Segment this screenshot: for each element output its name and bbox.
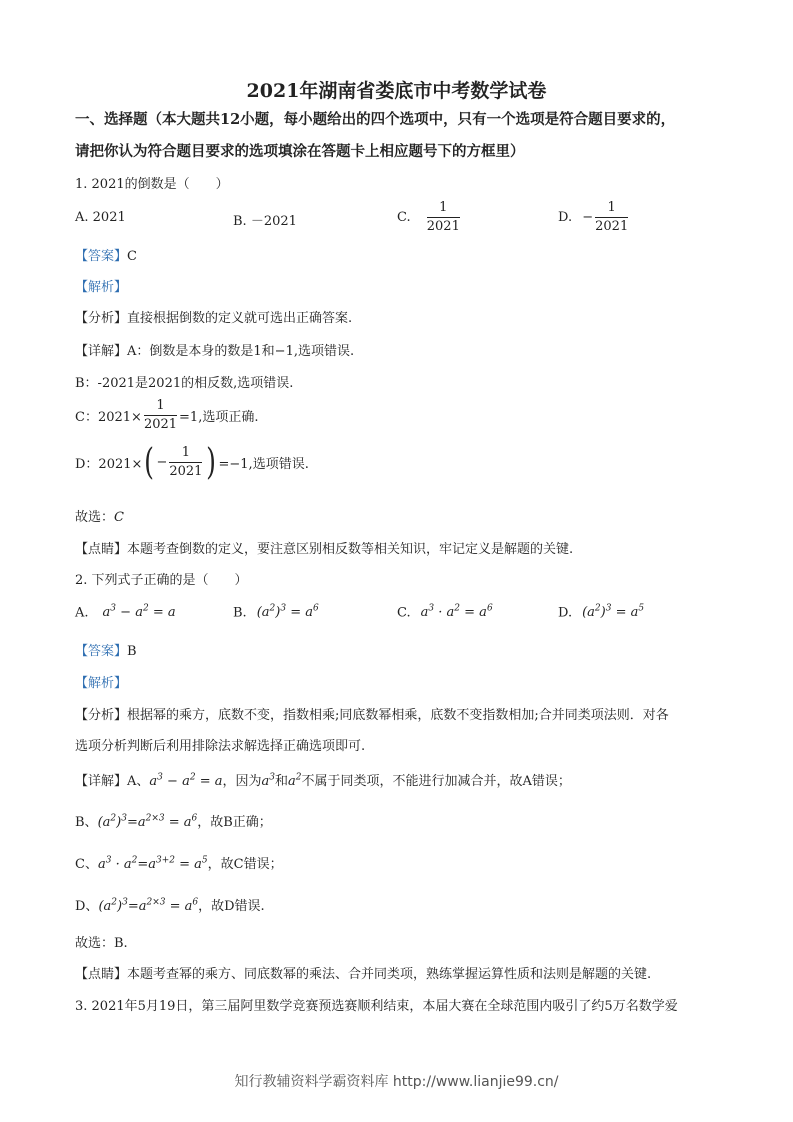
q2-detail-b: B、$(a^2)^3=a^{2\times 3} = a^6$，故B正确； xyxy=(75,813,272,830)
q1-detail-b: B：-2021是2021的相反数,选项错误. xyxy=(75,376,294,391)
q1-detail-d: D：2021×( − $\frac{1}{2021}$ ) =−1,选项错误. xyxy=(75,441,309,483)
q3-stem: 3. 2021年5月19日，第三届阿里数学竞赛预选赛顺利结束，本届大赛在全球范围内吸引了约5万名数学爱 xyxy=(75,999,678,1014)
q1-option-a: A. 2021 xyxy=(75,210,126,225)
q2-choose: 故选：B. xyxy=(75,936,128,951)
q1-analysis-label: 【解析】 xyxy=(75,280,128,295)
q2-option-b: B. $(a^2)^3 = a^6$ xyxy=(233,604,319,621)
q1-choose: 故选：C xyxy=(75,510,124,525)
section-heading-line1: 一、选择题（本大题共12小题，每小题给出的四个选项中，只有一个选项是符合题目要求的， xyxy=(75,111,676,128)
footer-watermark: 知行教辅资料学霸资料库 http://www.lianjie99.cn/ xyxy=(234,1074,559,1090)
q2-stem: 2. 下列式子正确的是（ ） xyxy=(75,573,248,588)
q2-detail-c: C、$a^3 \cdot a^2=a^{3+2} = a^5$，故C错误； xyxy=(75,855,283,872)
q1-stem: 1. 2021的倒数是（ ） xyxy=(75,177,229,192)
q1-option-b: B. －2021 xyxy=(233,214,297,229)
q2-analysis-label: 【解析】 xyxy=(75,676,128,691)
q2-answer: 【答案】B xyxy=(75,644,137,659)
q1-option-c: C. $\frac{1}{2021}$ xyxy=(397,200,460,234)
q2-fenxi-line1: 【分析】根据幂的乘方，底数不变，指数相乘;同底数幂相乘，底数不变指数相加;合并同类项法则．对各 xyxy=(75,708,669,723)
q2-detail-a: 【详解】A、$a^3 - a^2 = a$，因为$a^3$和$a^2$不属于同类项，不能进行加减合并，故A错误； xyxy=(75,772,571,789)
q1-option-d: D. − $\frac{1}{2021}$ xyxy=(558,200,629,234)
q1-fenxi: 【分析】直接根据倒数的定义就可选出正确答案. xyxy=(75,311,353,326)
q2-dianjing: 【点睛】本题考查幂的乘方、同底数幂的乘法、合并同类项，熟练掌握运算性质和法则是解题的关键. xyxy=(75,967,652,982)
q1-detail-c: C：2021× $\frac{1}{2021}$ =1,选项正确. xyxy=(75,398,259,432)
page-title: 2021年湖南省娄底市中考数学试卷 xyxy=(246,80,547,102)
q1-answer: 【答案】C xyxy=(75,249,137,264)
q2-option-c: C. $a^3 \cdot a^2 = a^6$ xyxy=(397,604,493,621)
q1-detail-a: 【详解】A：倒数是本身的数是1和−1,选项错误. xyxy=(75,344,355,359)
q2-fenxi-line2: 选项分析判断后利用排除法求解选择正确选项即可. xyxy=(75,739,366,754)
section-heading-line2: 请把你认为符合题目要求的选项填涂在答题卡上相应题号下的方框里） xyxy=(75,143,525,160)
q2-option-a: A. $a^3 - a^2 = a$ xyxy=(75,604,176,621)
q1-dianjing: 【点睛】本题考查倒数的定义，要注意区别相反数等相关知识，牢记定义是解题的关键. xyxy=(75,542,574,557)
q2-detail-d: D、$(a^2)^3=a^{2\times 3} = a^6$，故D错误. xyxy=(75,897,265,914)
q2-option-d: D. $(a^2)^3 = a^5$ xyxy=(558,604,645,621)
